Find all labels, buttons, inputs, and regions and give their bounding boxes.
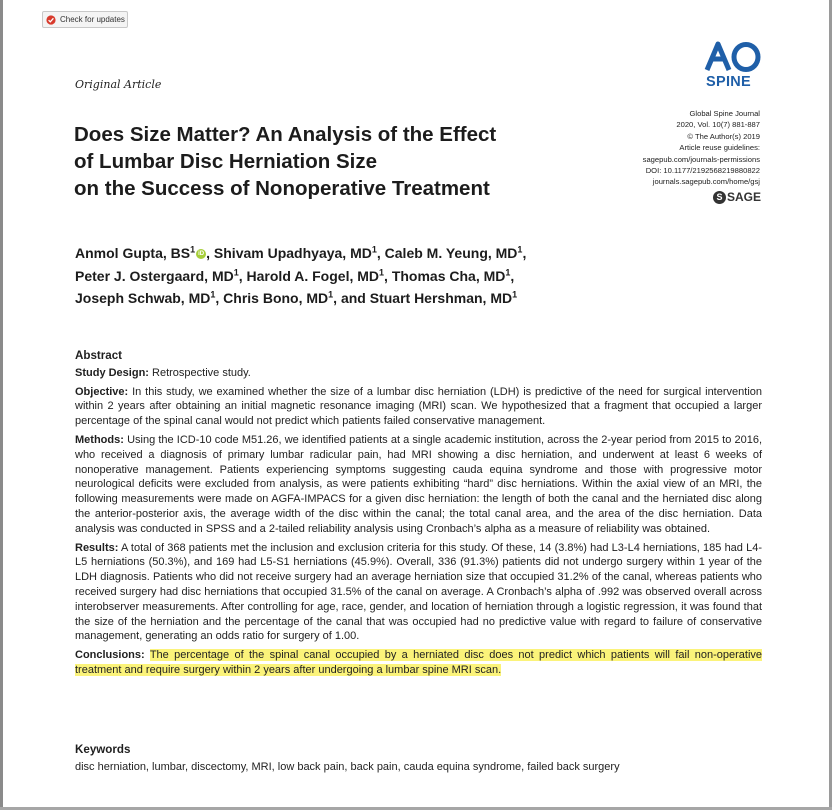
reuse-label: Article reuse guidelines: — [679, 143, 760, 153]
conclusions-paragraph — [75, 648, 762, 678]
author-name: Stuart Hershman, MD — [369, 290, 513, 306]
author-name: Caleb M. Yeung, MD — [384, 245, 518, 261]
author-separator: , — [522, 245, 527, 261]
methods-label: Methods: — [75, 433, 124, 446]
study-design-paragraph — [75, 366, 762, 381]
methods-text: Using the ICD-10 code M51.26, we identified patients at a single academic institution, across the 2-year period from 2015 to 2016, who received a diagnosis of primary lumbar radicular pain, had MRI showing a disc herniation, and underwent at least 6 weeks of nonoperative management. Patients experiencing symptoms suggesting cauda equina syndrome and those with progressive motor neurological deficits were excluded from analysis, as were patients exhibiting “hard” disc herniations. Within the axial view of an MRI, the following measurements were made on AGFA-IMPACS for a given disc herniation: the length of both the canal and the herniated disc along the anterior-posterior axis, the average width of the disc within the canal; the total canal area, and the area of the disc herniation. Data analysis was conducted in SPSS and a 2-tailed reliability analysis using Cronbach’s alpha as a measure of reliability was obtained. — [75, 433, 763, 535]
affiliation-marker: 1 — [517, 244, 523, 255]
results-label: Results: — [75, 541, 119, 554]
publisher-name: SAGE — [726, 190, 761, 204]
article-type: Original Article — [75, 78, 162, 91]
author-conjunction: , and — [333, 290, 370, 306]
author-line — [75, 265, 715, 288]
doi[interactable]: DOI: 10.1177/2192568219880822 — [645, 166, 760, 176]
author-separator: , — [376, 245, 385, 261]
objective-text: In this study, we examined whether the size of a lumbar disc herniation (LDH) is predictive of the need for surgical intervention within 2 years after obtaining an initial magnetic resonance imaging (MRI) scan. We hypothesized that a fragment that occupied a larger percentage of the spinal canal would not predict which patients failed conservative management. — [75, 385, 762, 428]
keywords-heading: Keywords — [75, 743, 131, 756]
affiliation-marker: 1 — [512, 289, 518, 300]
conclusions-label: Conclusions: — [75, 649, 145, 662]
affiliation-marker: 1 — [190, 244, 196, 255]
author-name: Harold A. Fogel, MD — [246, 267, 380, 284]
affiliation-marker: 1 — [505, 266, 511, 277]
keywords-section — [75, 743, 762, 775]
author-line — [75, 242, 715, 265]
objective-paragraph — [75, 385, 762, 429]
sage-icon: S — [713, 191, 726, 204]
study-design-text: Retrospective study. — [152, 366, 251, 379]
journal-volume: 2020, Vol. 10(7) 881-887 — [676, 120, 760, 130]
sage-logo — [713, 190, 761, 204]
conclusions-highlighted-text[interactable]: The percentage of the spinal canal occupied by a herniated disc does not predict which patients will fail non-operative treatment and require surgery within 2 years after undergoing a lumbar spine MRI scan. — [75, 649, 762, 676]
crossmark-icon — [46, 15, 56, 25]
page-edge-left — [0, 0, 3, 810]
methods-paragraph — [75, 433, 762, 537]
author-separator: , — [238, 267, 247, 284]
author-name: Shivam Upadhyaya, MD — [213, 245, 372, 261]
title-line: on the Success of Nonoperative Treatment — [74, 177, 490, 200]
author-list — [75, 242, 715, 310]
check-for-updates-button[interactable] — [42, 11, 128, 28]
results-text: A total of 368 patients met the inclusion and exclusion criteria for this study. Of these, 14 (3.8%) had L3-L4 herniations, 185 had L4-L5 herniations (50.3%), and 169 had L5-S1 herniations (45.9%). Overall, 336 (91.3%) patients did not undergo surgery within 1 year of the LDH diagnosis. Patients who did not receive surgery had an average herniation size that occupied 31.2% of the canal, whereas patients who received surgery had disc herniations that occupied 31.5% of the canal on average. A Cronbach’s alpha of .992 was observed overall across interobserver measurements. After controlling for age, race, gender, and location of herniation through a logistic regression, it was found that the size of the herniation and the percentage of the canal that was occupied had no predictive value with regard to failure of conservative management, generating an odds ratio for surgery of 1.00. — [75, 541, 763, 643]
keywords-text: disc herniation, lumbar, discectomy, MRI, low back pain, back pain, cauda equina syndrome, failed back surgery — [75, 760, 620, 773]
abstract-heading: Abstract — [75, 349, 123, 362]
copyright: © The Author(s) 2019 — [687, 131, 760, 141]
study-design-label: Study Design: — [75, 366, 149, 379]
affiliation-marker: 1 — [371, 244, 377, 255]
author-name: Peter J. Ostergaard, MD — [75, 267, 234, 284]
author-separator: , — [215, 290, 224, 306]
author-separator: , — [384, 267, 392, 284]
author-name: Anmol Gupta, BS — [75, 245, 191, 261]
author-name: Joseph Schwab, MD — [75, 290, 211, 306]
article-title — [74, 121, 594, 202]
affiliation-marker: 1 — [328, 289, 334, 300]
ao-spine-logo — [704, 40, 764, 92]
affiliation-marker: 1 — [233, 266, 239, 277]
author-separator: , — [510, 267, 515, 284]
objective-label: Objective: — [75, 385, 129, 398]
author-name: Chris Bono, MD — [223, 290, 329, 306]
abstract-section — [75, 349, 762, 682]
orcid-icon[interactable]: iD — [198, 251, 205, 257]
check-for-updates-label: Check for updates — [60, 15, 125, 24]
affiliation-marker: 1 — [379, 266, 385, 277]
title-line: Does Size Matter? An Analysis of the Effect — [74, 123, 497, 146]
author-line — [75, 287, 715, 310]
results-paragraph — [75, 541, 762, 645]
author-separator: , — [206, 245, 214, 261]
permissions-link[interactable]: sagepub.com/journals-permissions — [642, 154, 760, 164]
journal-home-link[interactable]: journals.sagepub.com/home/gsj — [652, 177, 760, 187]
ao-logo-icon — [704, 40, 762, 74]
logo-spine-text: SPINE — [706, 74, 752, 90]
journal-name: Global Spine Journal — [689, 109, 760, 118]
title-line: of Lumbar Disc Herniation Size — [74, 150, 377, 173]
affiliation-marker: 1 — [210, 289, 216, 300]
author-name: Thomas Cha, MD — [391, 267, 506, 284]
